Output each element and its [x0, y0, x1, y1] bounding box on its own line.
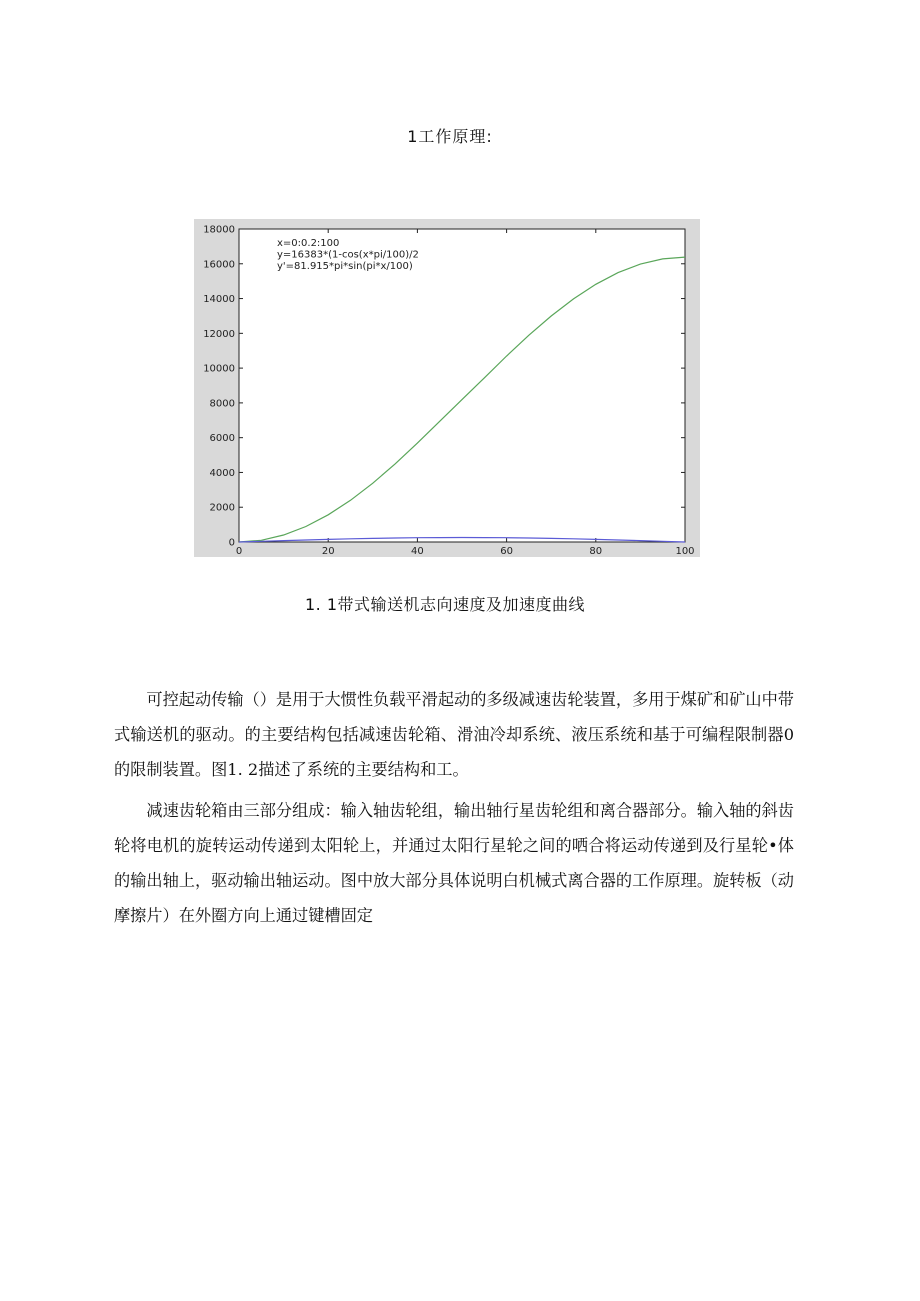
- plot-area: [239, 229, 685, 542]
- x-tick-label: 40: [411, 546, 424, 557]
- y-tick-label: 0: [228, 537, 235, 549]
- x-tick-label: 0: [235, 546, 243, 557]
- line-chart: [194, 219, 700, 557]
- y-tick-label: 16000: [203, 259, 235, 271]
- y-tick-label: 18000: [203, 224, 235, 236]
- x-tick-label: 20: [321, 546, 335, 557]
- paragraph-2: 减速齿轮箱由三部分组成：输入轴齿轮组，输出轴行星齿轮组和离合器部分。输入轴的斜齿轮将电机的旋转运动传递到太阳轮上，并通过太阳行星轮之间的哂合将运动传递到及行星轮•体的输出轴上，驱动输出轴运动。图中放大部分具体说明白机械式离合器的工作原理。旋转板（动摩擦片）在外圈方向上通过键槽固定: [114, 801, 794, 925]
- chart-annotation: x=0:0.2:100: [277, 238, 340, 249]
- y-tick-label: 4000: [209, 467, 235, 479]
- figure-caption: 1. 1带式输送机志向速度及加速度曲线: [304, 595, 586, 614]
- x-tick-label: 80: [589, 546, 603, 557]
- y-tick-label: 6000: [209, 433, 235, 445]
- x-tick-label: 60: [500, 546, 513, 557]
- section-title: 1工作原理:: [407, 127, 493, 146]
- body-text: [114, 682, 794, 939]
- y-tick-label: 10000: [203, 363, 235, 375]
- chart-annotation: y=16383*(1-cos(x*pi/100)/2: [277, 249, 419, 261]
- x-tick-label: 100: [675, 546, 695, 557]
- y-tick-label: 12000: [203, 328, 235, 340]
- chart-figure: [194, 219, 700, 557]
- y-tick-label: 14000: [203, 294, 235, 306]
- y-tick-label: 2000: [209, 502, 235, 514]
- paragraph-1: 可控起动传输（）是用于大惯性负载平滑起动的多级减速齿轮装置，多用于煤矿和矿山中带式输送机的驱动。的主要结构包括减速齿轮箱、滑油冷却系统、液压系统和基于可编程限制器0的限制装置。图1. 2描述了系统的主要结构和工。: [114, 690, 794, 779]
- chart-annotation: y'=81.915*pi*sin(pi*x/100): [277, 261, 413, 272]
- y-tick-label: 8000: [209, 398, 235, 410]
